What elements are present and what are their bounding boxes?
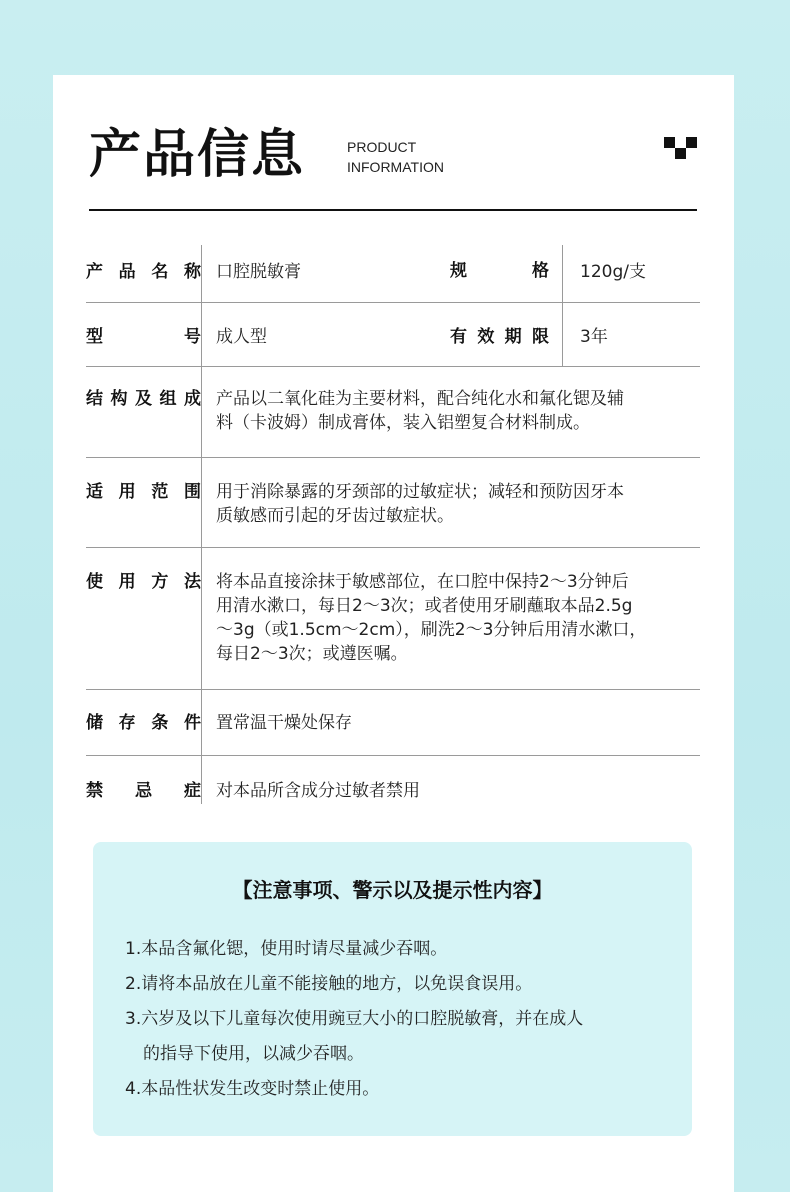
- usage-value: [216, 570, 700, 666]
- table-row-model-validity: [86, 303, 700, 367]
- table-row-composition: [86, 367, 700, 458]
- table-row-name-spec: [86, 245, 700, 303]
- validity-value: 3年: [580, 327, 608, 347]
- notice-item-3-line-1: 3.六岁及以下儿童每次使用豌豆大小的口腔脱敏膏，并在成人: [125, 1009, 584, 1029]
- notice-item-3-line-2: 的指导下使用，以减少吞咽。: [143, 1044, 364, 1064]
- usage-label: 使用方法: [86, 572, 201, 592]
- product-info-card: [53, 75, 734, 1192]
- pixel-logo-icon: [664, 137, 698, 159]
- notice-item-4: 4.本品性状发生改变时禁止使用。: [125, 1079, 380, 1099]
- scope-label: 适用范围: [86, 482, 201, 502]
- table-row-scope: [86, 458, 700, 548]
- model-label: 型号: [86, 327, 201, 347]
- page-subtitle: [347, 137, 444, 177]
- subtitle-line-2: INFORMATION: [347, 159, 444, 175]
- notice-item-2: 2.请将本品放在儿童不能接触的地方，以免误食误用。: [125, 974, 533, 994]
- spec-value: 120g/支: [580, 262, 646, 282]
- scope-value: [216, 480, 700, 528]
- composition-line-1: 产品以二氧化硅为主要材料，配合纯化水和氟化锶及辅: [216, 389, 624, 409]
- usage-line-1: 将本品直接涂抹于敏感部位，在口腔中保持2～3分钟后: [216, 572, 629, 592]
- table-row-contraindication: [86, 756, 700, 804]
- table-row-storage: [86, 690, 700, 756]
- scope-line-2: 质敏感而引起的牙齿过敏症状。: [216, 506, 454, 526]
- notice-item-1: 1.本品含氟化锶，使用时请尽量减少吞咽。: [125, 939, 448, 959]
- contraindication-label: 禁忌症: [86, 781, 201, 801]
- table-row-usage: [86, 548, 700, 690]
- composition-label: 结构及组成: [86, 389, 201, 409]
- storage-value: 置常温干燥处保存: [216, 713, 352, 733]
- usage-line-4: 每日2～3次；或遵医嘱。: [216, 644, 408, 664]
- notice-title: 【注意事项、警示以及提示性内容】: [232, 878, 553, 902]
- composition-line-2: 料（卡波姆）制成膏体，装入铝塑复合材料制成。: [216, 413, 590, 433]
- product-info-table: [86, 245, 700, 804]
- notice-box: [93, 842, 692, 1136]
- scope-line-1: 用于消除暴露的牙颈部的过敏症状；减轻和预防因牙本: [216, 482, 624, 502]
- storage-label: 储存条件: [86, 713, 201, 733]
- spec-label: 规格: [450, 261, 549, 281]
- validity-label: 有效期限: [450, 327, 549, 347]
- model-value: 成人型: [216, 327, 267, 347]
- usage-line-2: 用清水漱口，每日2～3次；或者使用牙刷蘸取本品2.5g: [216, 596, 633, 616]
- product-name-label: 产品名称: [86, 262, 201, 282]
- product-name-value: 口腔脱敏膏: [216, 262, 301, 282]
- title-divider: [89, 209, 697, 211]
- composition-value: [216, 387, 700, 435]
- page-title: 产品信息: [89, 125, 306, 185]
- contraindication-value: 对本品所含成分过敏者禁用: [216, 781, 420, 801]
- usage-line-3: ～3g（或1.5cm～2cm），刷洗2～3分钟后用清水漱口，: [216, 620, 647, 640]
- subtitle-line-1: PRODUCT: [347, 139, 417, 155]
